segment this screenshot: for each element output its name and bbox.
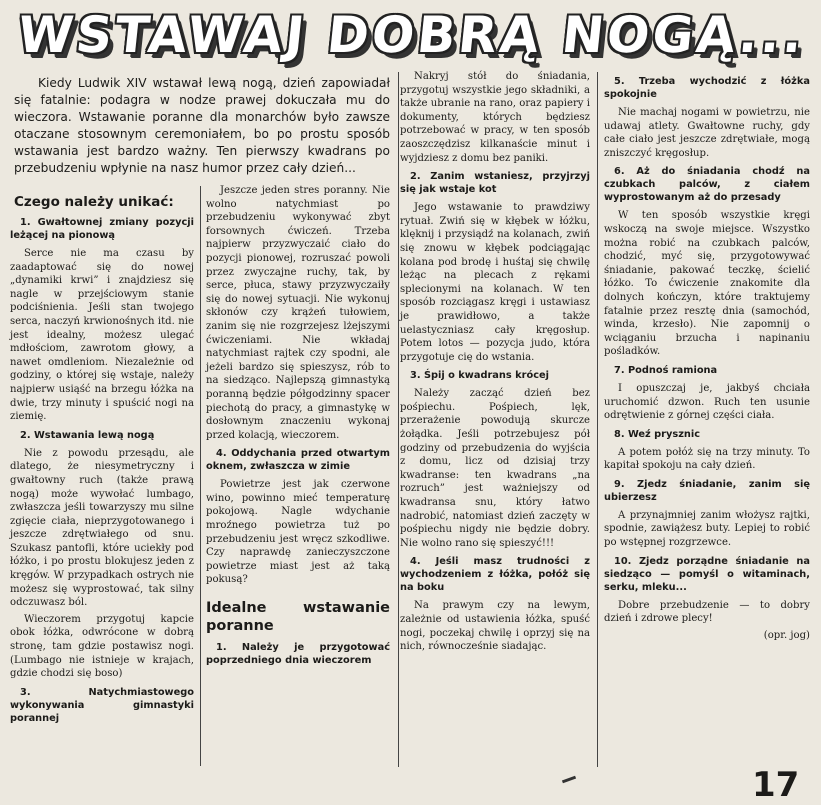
paragraph: Wieczorem przygotuj kapcie obok łóżka, odwrócone w dobrą stronę, tam gdzie postawisz nogi. (Lumbago nie istnieje w krajach, gdzie chodzi się boso) bbox=[10, 613, 194, 680]
paragraph: Powietrze jest jak czerwone wino, powinno mieć temperaturę pokojową. Nagle wdychanie mroźnego powietrza tuż po przebudzeniu jest wręcz szkodliwe. Czy naprawdę zanieczyszczone powietrze miast jest aż taką pokusą? bbox=[206, 479, 390, 586]
section-heading-avoid: Czego należy unikać: bbox=[14, 194, 174, 210]
item-heading: 2. Wstawania lewą nogą bbox=[20, 429, 155, 441]
item-heading: 5. Trzeba wychodzić z łóżka spokojnie bbox=[604, 76, 810, 100]
item-heading: 7. Podnoś ramiona bbox=[614, 364, 718, 376]
item-heading: 3. Natychmiastowego wykonywania gimnastyki porannej bbox=[10, 686, 194, 724]
paragraph: I opuszczaj je, jakbyś chciała uruchomić dzwon. Ruch ten usunie odrętwienie z górnej części ciała. bbox=[604, 382, 810, 422]
item-heading: 1. Gwałtownej zmiany pozycji leżącej na pionową bbox=[10, 217, 194, 241]
item-heading: 4. Oddychania przed otwartym oknem, zwłaszcza w zimie bbox=[206, 448, 390, 473]
column-rule bbox=[398, 72, 399, 767]
intro-paragraph: Kiedy Ludwik XIV wstawał lewą nogą, dzień zapowiadał się fatalnie: podagra w nodze prawej dokuczała mu do wieczora. Wstawanie poranne dla monarchów było zawsze otaczane stosownym ceremoniałem, bo po prostu sposób wstawania jest bardzo ważny. Ten pierwszy kwadrans po przebudzeniu wpłynie na nasz humor przez cały dzień... bbox=[14, 76, 390, 175]
item-heading: 8. Weź prysznic bbox=[614, 428, 701, 440]
item-heading: 10. Zjedz porządne śniadanie na siedząco — pomyśl o witaminach, serku, mleku... bbox=[604, 555, 810, 593]
item-heading: 4. Jeśli masz trudności z wychodzeniem z łóżka, połóż się na boku bbox=[400, 556, 590, 594]
item-heading: 3. Śpij o kwadrans krócej bbox=[410, 370, 550, 382]
column-3 bbox=[400, 70, 590, 657]
author-signature: (opr. jog) bbox=[763, 629, 810, 641]
paragraph: Serce nie ma czasu by zaadaptować się do nowej „dynamiki krwi” i znajdziesz się nagle w przejściowym stanie podciśnienia. Jeśli stan twojego serca, naczyń krwionośnych itd. nie jest idealny, możesz ulegać mdłościom, zawrotom głowy, a nawet omdleniom. Niezależnie od godziny, o której się wstaje, należy najpierw usiąść na brzegu łóżka na dwie, trzy minuty i spuścić nogi na ziemię. bbox=[10, 248, 194, 423]
paragraph: Nie z powodu przesądu, ale dlatego, że niesymetryczny i gwałtowny ruch (także prawą nogą) może wywołać lumbago, zwłaszcza jeśli towarzyszy mu silne zgięcie ciała, nieprzygotowanego i jeszcze zdrętwiałego od snu. Szukasz pantofli, które uciekły pod łóżko, i po prostu blokujesz jeden z kręgów. W przypadkach ostrych nie możesz się wyprostować, tak silny odczuwasz ból. bbox=[10, 447, 194, 609]
paragraph: A przynajmniej zanim włożysz rajtki, spodnie, zawiążesz buty. Lepiej to robić po wstępnej rozgrzewce. bbox=[604, 509, 810, 549]
paragraph: Jeszcze jeden stres poranny. Nie wolno natychmiast po przebudzeniu wykonywać zbyt forsownych ćwiczeń. Trzeba najpierw przyzwyczaić ciało do pozycji pionowej, rozruszać powoli przez zwyczajne ruchy, tak, by serce, płuca, stawy przyzwyczaiły się do nowej sytuacji. Nie wykonuj skłonów czy krążeń tułowiem, zanim się nie rozgrzejesz lżejszymi ćwiczeniami. Nie wkładaj natychmiast rajtek czy spodni, ale jeżeli bardzo się spieszysz, rób to na siedząco. Najlepszą gimnastyką poranną będzie półgodzinny spacer piechotą do pracy, a gimnastykę w dosłownym znaczeniu wykonaj przed kolacją, wieczorem. bbox=[206, 185, 390, 441]
page-number: 17 bbox=[752, 765, 800, 805]
column-2 bbox=[206, 184, 390, 672]
paragraph: Nie machaj nogami w powietrzu, nie udawaj atlety. Gwałtowne ruchy, gdy całe ciało jest jeszcze zdrętwiałe, mogą zniszczyć kręgosłup. bbox=[604, 107, 810, 159]
paragraph: W ten sposób wszystkie kręgi wskoczą na swoje miejsce. Wszystko można robić na czubkach palców, chodzić, myć się, przygotowywać śniadanie, pakować teczkę, ścielić łóżko. To ćwiczenie znakomite dla dolnych kończyn, które traktujemy fatalnie przez resztę dnia (samochód, winda, krzesło). Nie zapomnij o wciąganiu brzucha i napinaniu pośladków. bbox=[604, 210, 810, 358]
paragraph: Jego wstawanie to prawdziwy rytuał. Zwiń się w kłębek w łóżku, klęknij i przysiądź na kolanach, zwiń się znowu w kłębek podciągając kolana pod brodę i huśtaj się chwilę leżąc na plecach z rękami splecionymi na kolanach. W ten sposób rozciągasz kręgi i ustawiasz je prawidłowo, a także uelastyczniasz cały kręgosłup. Potem lotos — pozycja judo, która przygotuje cię do wstania. bbox=[400, 202, 590, 363]
item-heading: 1. Należy je przygotować poprzedniego dnia wieczorem bbox=[206, 642, 390, 667]
paragraph: Należy zacząć dzień bez pośpiechu. Pośpiech, lęk, przerażenie powodują skurcze żołądka. Jeśli potrzebujesz pół godziny od przebudzenia do wyjścia z domu, licz od dzisiaj trzy kwadranse: ten kwadrans „na rozruch” jest ważniejszy od kwadransa snu, który łatwo nadrobić, natomiast dzień zaczęty w pośpiechu nigdy nie będzie dobry. Nie wolno rano się spieszyć!!! bbox=[400, 388, 590, 549]
item-heading: 2. Zanim wstaniesz, przyjrzyj się jak wstaje kot bbox=[400, 171, 590, 196]
print-mark bbox=[562, 776, 576, 784]
column-rule bbox=[597, 72, 598, 767]
item-heading: 6. Aż do śniadania chodź na czubkach palców, z ciałem wyprostowanym aż do przesady bbox=[604, 166, 810, 204]
closing-paragraph: Dobre przebudzenie — to dobry dzień i zdrowe plecy! bbox=[604, 599, 810, 625]
paragraph: Na prawym czy na lewym, zależnie od ustawienia łóżka, spuść nogi, poczekaj chwilę i oprzyj się na nich, równocześnie siadając. bbox=[400, 600, 590, 653]
item-heading: 9. Zjedz śniadanie, zanim się ubierzesz bbox=[604, 478, 810, 503]
column-1 bbox=[10, 190, 194, 730]
paragraph: Nakryj stół do śniadania, przygotuj wszystkie jego składniki, a także ubranie na rano, oraz papiery i dokumenty, których będziesz potrzebować w pracy, w ten sposób zaoszczędzisz kilkanaście minut i wyjdziesz z domu bez paniki. bbox=[400, 71, 590, 164]
section-heading-ideal: Idealne wstawanie poranne bbox=[206, 600, 390, 635]
paragraph: A potem połóż się na trzy minuty. To kapitał spokoju na cały dzień. bbox=[604, 446, 810, 472]
column-rule bbox=[200, 186, 201, 766]
column-4 bbox=[604, 70, 810, 642]
headline: WSTAWAJ DOBRĄ NOGĄ... bbox=[14, 6, 809, 64]
